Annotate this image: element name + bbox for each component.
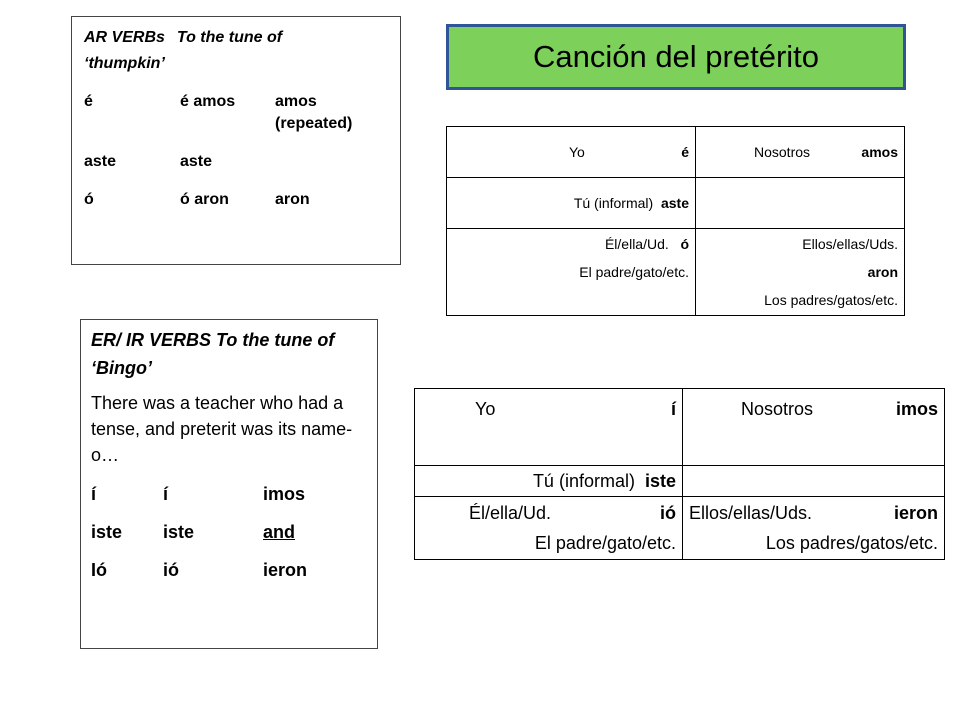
table-row <box>415 497 945 560</box>
subject-label: Ellos/ellas/Uds. <box>689 503 813 523</box>
er-lyric: ió <box>163 560 179 580</box>
verb-ending: amos <box>861 144 898 160</box>
table-row <box>447 229 905 316</box>
table-cell <box>415 497 683 560</box>
ar-lyric: aste <box>180 153 213 170</box>
table-cell <box>696 127 905 178</box>
er-lyric: í <box>91 484 97 504</box>
ar-lyric: ó aron <box>180 191 229 208</box>
verb-ending: é <box>681 144 689 160</box>
table-cell <box>683 389 945 466</box>
verb-ending: ó <box>680 236 689 252</box>
er-lyric: í <box>163 484 169 504</box>
subject-example: El padre/gato/etc. <box>579 264 689 280</box>
ar-lyrics-grid <box>84 91 390 211</box>
page-title: Canción del pretérito <box>446 24 906 90</box>
er-lyric: and <box>263 522 296 542</box>
table-row <box>415 466 945 497</box>
er-lyrics-grid <box>91 482 367 582</box>
table-cell <box>447 178 696 229</box>
verb-ending: iste <box>644 470 676 491</box>
subject-label: Él/ella/Ud. <box>604 236 669 252</box>
subject-label: Nosotros <box>741 399 814 419</box>
er-lyric: iste <box>91 522 123 542</box>
verb-ending: í <box>670 399 676 419</box>
table-row <box>447 178 905 229</box>
subject-example: Los padres/gatos/etc. <box>764 292 898 308</box>
table-cell <box>415 389 683 466</box>
verb-ending: aron <box>867 264 898 280</box>
table-row <box>447 127 905 178</box>
table-cell <box>447 229 696 316</box>
table-cell <box>683 466 945 497</box>
song-lyric: There was a teacher who had a tense, and preterit was its name-o… <box>91 393 353 465</box>
ar-conjugation-table <box>446 126 905 316</box>
table-cell <box>683 497 945 560</box>
er-lyric: Ió <box>91 560 107 580</box>
ar-verbs-box <box>71 16 401 265</box>
ar-lyric: é amos <box>180 93 236 110</box>
subject-label: Nosotros <box>754 144 811 160</box>
subject-label: Yo <box>475 399 496 419</box>
table-row <box>415 389 945 466</box>
ar-heading-title: AR VERBs <box>84 29 165 46</box>
verb-ending: aste <box>660 195 689 211</box>
er-lyric: imos <box>263 484 306 504</box>
subject-label: Yo <box>569 144 585 160</box>
ar-lyric: é <box>84 93 93 110</box>
subject-label: Él/ella/Ud. <box>469 503 552 523</box>
table-cell <box>696 178 905 229</box>
ar-lyric <box>275 151 395 173</box>
er-ir-verbs-box <box>80 319 378 649</box>
ar-lyric: aron <box>275 191 310 208</box>
ar-lyric: ó <box>84 191 94 208</box>
er-lyric: ieron <box>263 560 308 580</box>
verb-ending: imos <box>895 399 938 419</box>
subject-example: Los padres/gatos/etc. <box>765 533 938 553</box>
er-ir-conjugation-table <box>414 388 945 560</box>
subject-label: Tú (informal) <box>532 470 635 491</box>
verb-ending: ió <box>660 503 676 523</box>
ar-lyric: amos (repeated) <box>275 93 353 132</box>
subject-example: El padre/gato/etc. <box>534 533 676 553</box>
table-cell <box>415 466 683 497</box>
verb-ending: ieron <box>893 503 938 523</box>
er-lyric: iste <box>163 522 195 542</box>
table-cell <box>696 229 905 316</box>
table-cell <box>447 127 696 178</box>
ar-heading-song: ‘thumpkin’ <box>84 55 165 72</box>
er-ir-verbs-heading: ER/ IR VERBS To the tune of ‘Bingo’ <box>91 330 335 378</box>
ar-heading-tune: To the tune of <box>176 29 283 46</box>
subject-label: Ellos/ellas/Uds. <box>802 236 898 252</box>
ar-lyric: aste <box>84 153 117 170</box>
subject-label: Tú (informal) <box>573 195 654 211</box>
ar-verbs-heading <box>84 25 390 77</box>
